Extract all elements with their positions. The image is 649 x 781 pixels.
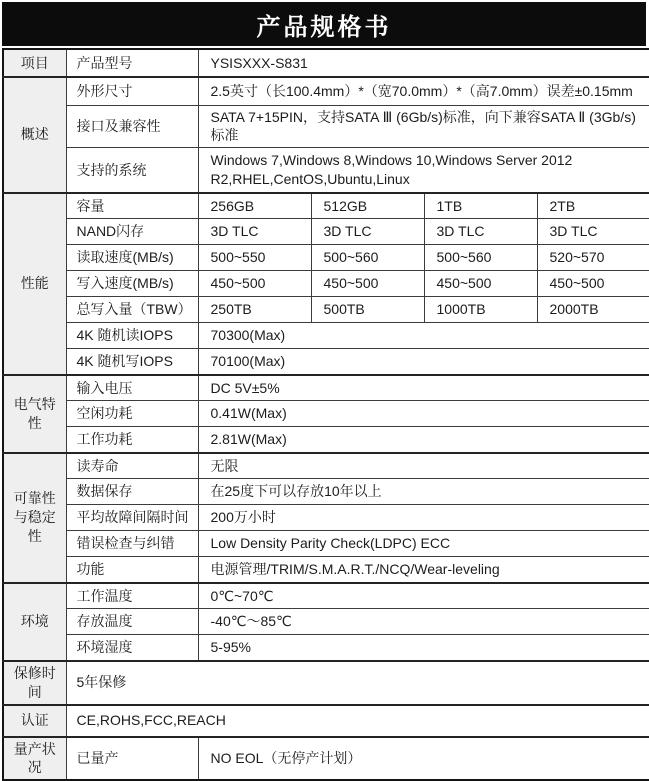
section-header-reliability: 可靠性与稳定性: [3, 453, 66, 583]
section-header-certification: 认证: [3, 705, 66, 737]
row-ecc: [3, 531, 649, 557]
page-title: 产品规格书: [2, 2, 646, 46]
value-nand-0: 3D TLC: [198, 219, 311, 245]
value-retention: 在25度下可以存放10年以上: [198, 479, 649, 505]
row-op-temp: [3, 583, 649, 609]
value-capacity-1: 512GB: [311, 193, 424, 219]
column-header-item: 项目: [3, 49, 66, 77]
value-certification: CE,ROHS,FCC,REACH: [66, 705, 649, 737]
label-storage-temp: 存放温度: [66, 609, 198, 635]
value-features: 电源管理/TRIM/S.M.A.R.T./NCQ/Wear-leveling: [198, 557, 649, 583]
value-read-life: 无限: [198, 453, 649, 479]
value-model: YSISXXX-S831: [198, 49, 649, 77]
value-tbw-0: 250TB: [198, 297, 311, 323]
label-mtbf: 平均故障间隔时间: [66, 505, 198, 531]
value-write-speed-1: 450~500: [311, 271, 424, 297]
label-tbw: 总写入量（TBW）: [66, 297, 198, 323]
label-interface: 接口及兼容性: [66, 105, 198, 148]
label-nand: NAND闪存: [66, 219, 198, 245]
value-warranty: 5年保修: [66, 661, 649, 705]
value-tbw-1: 500TB: [311, 297, 424, 323]
row-features: [3, 557, 649, 583]
row-dimensions: [3, 77, 649, 105]
row-tbw: [3, 297, 649, 323]
row-retention: [3, 479, 649, 505]
value-nand-2: 3D TLC: [424, 219, 537, 245]
row-humidity: [3, 635, 649, 661]
label-write-iops: 4K 随机写IOPS: [66, 349, 198, 375]
label-read-iops: 4K 随机读IOPS: [66, 323, 198, 349]
row-certification: [3, 705, 649, 737]
row-warranty: [3, 661, 649, 705]
label-idle-power: 空闲功耗: [66, 401, 198, 427]
value-storage-temp: -40℃～85℃: [198, 609, 649, 635]
label-capacity: 容量: [66, 193, 198, 219]
value-interface: SATA 7+15PIN，支持SATA Ⅲ (6Gb/s)标准，向下兼容SATA Ⅱ (3Gb/s)标准: [198, 105, 649, 148]
label-dimensions: 外形尺寸: [66, 77, 198, 105]
value-write-iops: 70100(Max): [198, 349, 649, 375]
value-read-speed-0: 500~550: [198, 245, 311, 271]
value-capacity-2: 1TB: [424, 193, 537, 219]
value-nand-1: 3D TLC: [311, 219, 424, 245]
section-header-electrical: 电气特性: [3, 375, 66, 453]
row-active-power: [3, 427, 649, 453]
value-read-speed-2: 500~560: [424, 245, 537, 271]
label-read-speed: 读取速度(MB/s): [66, 245, 198, 271]
value-read-speed-1: 500~560: [311, 245, 424, 271]
row-storage-temp: [3, 609, 649, 635]
row-nand: [3, 219, 649, 245]
row-production: [3, 737, 649, 781]
row-voltage: [3, 375, 649, 401]
label-active-power: 工作功耗: [66, 427, 198, 453]
label-features: 功能: [66, 557, 198, 583]
row-read-speed: [3, 245, 649, 271]
row-capacity: [3, 193, 649, 219]
value-supported-os: Windows 7,Windows 8,Windows 10,Windows Server 2012 R2,RHEL,CentOS,Ubuntu,Linux: [198, 148, 649, 193]
value-op-temp: 0℃~70℃: [198, 583, 649, 609]
row-supported-os: [3, 148, 649, 193]
value-write-speed-2: 450~500: [424, 271, 537, 297]
label-write-speed: 写入速度(MB/s): [66, 271, 198, 297]
section-header-overview: 概述: [3, 77, 66, 193]
spec-table: [2, 48, 649, 781]
row-model: [3, 49, 649, 77]
value-tbw-3: 2000TB: [537, 297, 649, 323]
value-read-iops: 70300(Max): [198, 323, 649, 349]
label-retention: 数据保存: [66, 479, 198, 505]
row-read-life: [3, 453, 649, 479]
row-mtbf: [3, 505, 649, 531]
value-write-speed-0: 450~500: [198, 271, 311, 297]
value-nand-3: 3D TLC: [537, 219, 649, 245]
value-active-power: 2.81W(Max): [198, 427, 649, 453]
label-read-life: 读寿命: [66, 453, 198, 479]
label-voltage: 输入电压: [66, 375, 198, 401]
value-write-speed-3: 450~500: [537, 271, 649, 297]
value-idle-power: 0.41W(Max): [198, 401, 649, 427]
value-capacity-3: 2TB: [537, 193, 649, 219]
value-production-status: NO EOL（无停产计划）: [198, 737, 649, 781]
value-mtbf: 200万小时: [198, 505, 649, 531]
value-voltage: DC 5V±5%: [198, 375, 649, 401]
row-idle-power: [3, 401, 649, 427]
row-write-iops: [3, 349, 649, 375]
label-supported-os: 支持的系统: [66, 148, 198, 193]
row-write-speed: [3, 271, 649, 297]
label-ecc: 错误检查与纠错: [66, 531, 198, 557]
row-read-iops: [3, 323, 649, 349]
value-capacity-0: 256GB: [198, 193, 311, 219]
value-dimensions: 2.5英寸（长100.4mm）*（宽70.0mm）*（高7.0mm）误差±0.15mm: [198, 77, 649, 105]
row-interface: [3, 105, 649, 148]
label-production-status: 已量产: [66, 737, 198, 781]
value-ecc: Low Density Parity Check(LDPC) ECC: [198, 531, 649, 557]
label-model: 产品型号: [66, 49, 198, 77]
label-op-temp: 工作温度: [66, 583, 198, 609]
section-header-warranty: 保修时间: [3, 661, 66, 705]
value-read-speed-3: 520~570: [537, 245, 649, 271]
section-header-performance: 性能: [3, 193, 66, 375]
value-humidity: 5-95%: [198, 635, 649, 661]
value-tbw-2: 1000TB: [424, 297, 537, 323]
label-humidity: 环境湿度: [66, 635, 198, 661]
section-header-production: 量产状况: [3, 737, 66, 781]
section-header-environment: 环境: [3, 583, 66, 661]
